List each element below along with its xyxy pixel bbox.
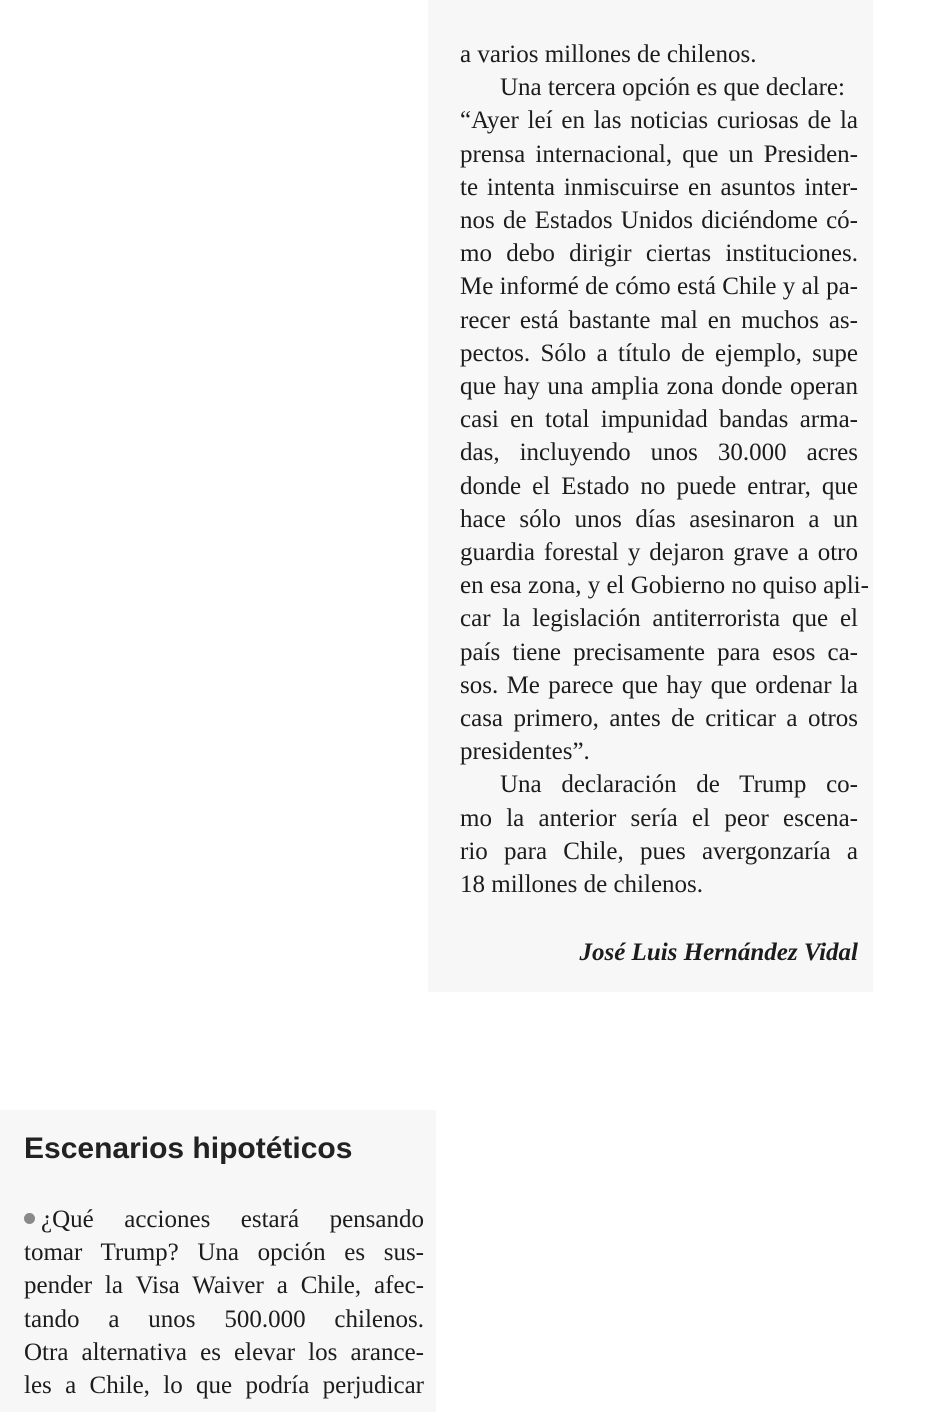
- article-line: donde el Estado no puede entrar, que: [460, 472, 858, 500]
- article-line: guardia forestal y dejaron grave a otro: [460, 539, 858, 567]
- article-line: casi en total impunidad bandas arma-: [460, 406, 858, 434]
- article-line: a varios millones de chilenos.: [460, 41, 757, 68]
- article-line: nos de Estados Unidos diciéndome có-: [460, 207, 858, 235]
- article-line: te intenta inmiscuirse en asuntos inter-: [460, 173, 858, 201]
- article-line: Una tercera opción es que declare:: [500, 74, 845, 102]
- article-line: en esa zona, y el Gobierno no quiso apli-: [460, 572, 869, 600]
- article-line: pectos. Sólo a título de ejemplo, supe: [460, 339, 858, 367]
- article-line: prensa internacional, que un Presiden-: [460, 140, 858, 168]
- article-line: que hay una amplia zona donde operan: [460, 373, 858, 401]
- article-line: 18 millones de chilenos.: [460, 871, 704, 899]
- article-line: hace sólo unos días asesinaron a un: [460, 505, 858, 533]
- article-body: [460, 38, 869, 901]
- bullet-icon: [24, 1213, 35, 1224]
- author-signature: José Luis Hernández Vidal: [579, 939, 858, 966]
- sidebar-body: [24, 1203, 424, 1402]
- article-line: presidentes”.: [460, 738, 590, 766]
- article-line: recer está bastante mal en muchos as-: [460, 306, 858, 334]
- article-line: casa primero, antes de criticar a otros: [460, 705, 858, 733]
- article-line: mo la anterior sería el peor escena-: [460, 804, 858, 832]
- article-line: “Ayer leí en las noticias curiosas de la: [460, 107, 858, 135]
- article-line: Me informé de cómo está Chile y al pa-: [460, 273, 858, 301]
- sidebar-line: tomar Trump? Una opción es sus-: [24, 1239, 424, 1267]
- article-line: país tiene precisamente para esos ca-: [460, 638, 858, 666]
- sidebar-line: tando a unos 500.000 chilenos.: [24, 1305, 424, 1333]
- article-line: das, incluyendo unos 30.000 acres: [460, 439, 858, 467]
- article-line: car la legislación antiterrorista que el: [460, 605, 858, 633]
- sidebar-line: Otra alternativa es elevar los arance-: [24, 1338, 424, 1366]
- article-line: sos. Me parece que hay que ordenar la: [460, 671, 858, 699]
- article-line: rio para Chile, pues avergonzaría a: [460, 837, 858, 865]
- sidebar-line: [24, 1203, 424, 1236]
- sidebar-line: pender la Visa Waiver a Chile, afec-: [24, 1272, 424, 1300]
- article-line: mo debo dirigir ciertas instituciones.: [460, 240, 858, 268]
- sidebar-line: les a Chile, lo que podría perjudicar: [24, 1372, 424, 1400]
- sidebar-line-text: ¿Qué acciones estará pensando: [41, 1206, 424, 1233]
- sidebar-title: Escenarios hipotéticos: [24, 1132, 353, 1165]
- article-line: Una declaración de Trump co-: [500, 771, 858, 799]
